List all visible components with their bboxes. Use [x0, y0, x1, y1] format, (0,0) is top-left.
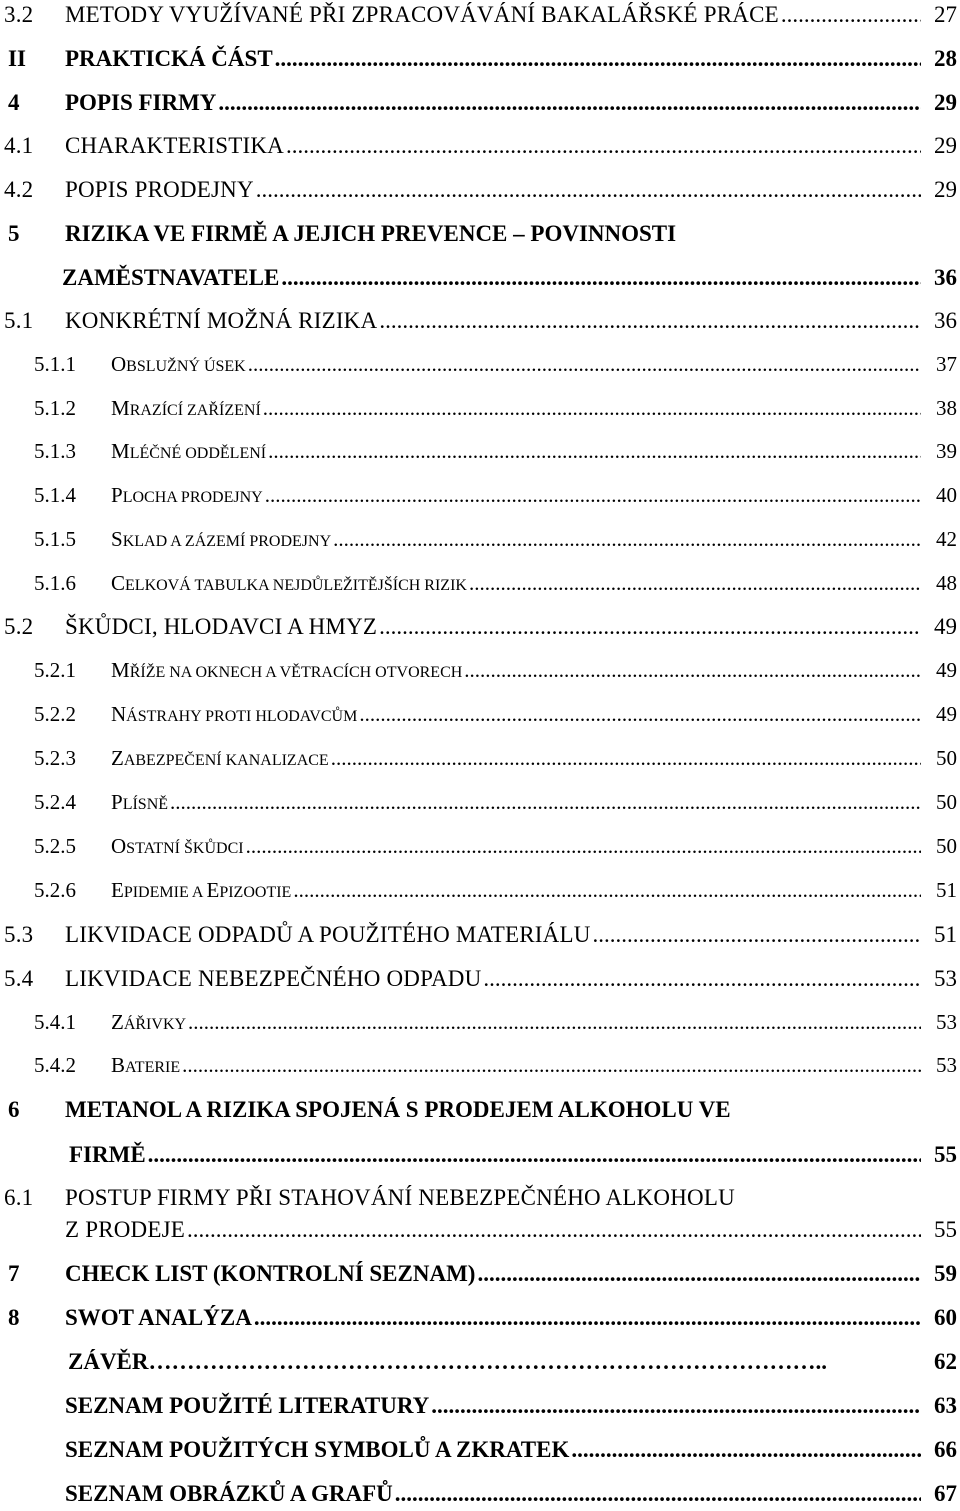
toc-leader-dots — [431, 1393, 921, 1419]
toc-entry-number: II — [8, 46, 26, 71]
toc-entry-title-smallcaps: KLAD A ZÁZEMÍ PRODEJNY — [122, 533, 332, 550]
toc-entry[interactable] — [0, 702, 960, 732]
toc-entry-title: SWOT ANALÝZA — [65, 1305, 252, 1330]
toc-entry-page: 62 — [934, 1349, 957, 1374]
toc-entry-page: 29 — [934, 90, 957, 115]
toc-leader-dots — [256, 177, 921, 203]
toc-entry-title-smallcaps: PIDEMIE A — [123, 884, 207, 901]
toc-entry-title-smallcaps: ATERIE — [125, 1059, 181, 1076]
toc-entry-title-smallcaps: ÁŘIVKY — [123, 1016, 187, 1033]
toc-entry[interactable] — [0, 221, 960, 251]
toc-leader-dots — [246, 834, 921, 859]
toc-entry[interactable] — [0, 1217, 960, 1247]
toc-entry-title: METANOL A RIZIKA SPOJENÁ S PRODEJEM ALKOHOLU VE — [65, 1097, 731, 1122]
toc-leader-dots — [187, 1217, 921, 1243]
toc-entry-title: CHECK LIST (KONTROLNÍ SEZNAM) — [65, 1261, 476, 1286]
toc-leader-dots — [293, 878, 921, 903]
toc-entry-title-initial: O — [111, 834, 127, 858]
toc-entry-title: ZÁVĚR…………………………………………………………………………….. — [68, 1349, 828, 1374]
toc-entry-title — [111, 658, 462, 683]
toc-entry-title-initial: E — [111, 878, 124, 902]
toc-entry-number: 5.4 — [4, 966, 34, 991]
toc-entry-page: 51 — [936, 878, 957, 902]
toc-entry-page: 39 — [936, 439, 957, 463]
toc-entry-title-smallcaps: ÁSTRAHY PROTI HLODAVCŮM — [126, 708, 358, 725]
toc-entry-title-initial: B — [111, 1053, 126, 1077]
toc-entry-title: KONKRÉTNÍ MOŽNÁ RIZIKA — [65, 308, 378, 333]
toc-entry-number: 4.2 — [4, 177, 34, 202]
toc-entry-number: 5.1.2 — [34, 396, 76, 420]
toc-leader-dots — [281, 265, 921, 291]
toc-entry[interactable] — [0, 2, 960, 32]
toc-entry-title: ZAMĚSTNAVATELE — [62, 265, 280, 290]
toc-entry-number: 5 — [8, 221, 20, 246]
toc-entry-title-initial: M — [111, 658, 130, 682]
toc-entry-number: 5.2 — [4, 614, 34, 639]
toc-entry-number: 5.1 — [4, 308, 34, 333]
toc-entry-page: 49 — [936, 658, 957, 682]
toc-leader-dots — [275, 46, 921, 72]
toc-entry-title-smallcaps: LÍSNĚ — [122, 796, 169, 813]
toc-leader-dots — [265, 483, 921, 508]
toc-entry-title: METODY VYUŽÍVANÉ PŘI ZPRACOVÁVÁNÍ BAKALÁŘSKÉ PRÁCE — [65, 2, 779, 27]
toc-leader-dots — [170, 790, 921, 815]
toc-entry-title — [111, 1053, 180, 1078]
toc-entry-page: 29 — [934, 133, 957, 158]
toc-entry-page: 50 — [936, 834, 957, 858]
toc-entry[interactable] — [0, 966, 960, 996]
toc-entry[interactable] — [0, 790, 960, 820]
toc-entry-title: POPIS PRODEJNY — [65, 177, 254, 202]
toc-entry-number: 8 — [8, 1305, 20, 1330]
toc-entry-page: 42 — [936, 527, 957, 551]
toc-leader-dots — [268, 439, 921, 464]
toc-leader-dots — [477, 1261, 921, 1287]
toc-entry[interactable] — [0, 483, 960, 513]
toc-entry-title-initial: S — [111, 527, 123, 551]
toc-entry-title — [111, 790, 168, 815]
toc-entry-number: 5.2.5 — [34, 834, 76, 858]
toc-entry-number: 5.1.1 — [34, 352, 76, 376]
toc-entry[interactable] — [0, 1305, 960, 1335]
toc-entry-page: 55 — [934, 1142, 957, 1167]
toc-entry-title-smallcaps: STATNÍ ŠKŮDCI — [126, 840, 244, 857]
toc-entry-page: 50 — [936, 746, 957, 770]
toc-entry-title — [111, 439, 266, 464]
toc-entry-number: 5.1.5 — [34, 527, 76, 551]
toc-entry-number: 6.1 — [4, 1185, 34, 1210]
toc-entry-title-smallcaps: PIZOOTIE — [219, 884, 292, 901]
toc-entry-number: 4.1 — [4, 133, 34, 158]
toc-entry-title-initial: C — [111, 571, 126, 595]
toc-entry-page: 38 — [936, 396, 957, 420]
toc-entry-title — [111, 571, 467, 596]
toc-entry[interactable] — [0, 1185, 960, 1215]
toc-entry-title: POSTUP FIRMY PŘI STAHOVÁNÍ NEBEZPEČNÉHO ALKOHOLU — [65, 1185, 735, 1210]
toc-leader-dots — [781, 2, 921, 28]
toc-leader-dots — [593, 922, 921, 948]
toc-entry[interactable] — [0, 133, 960, 163]
toc-entry-title-initial: O — [111, 352, 127, 376]
toc-entry-page: 36 — [934, 265, 957, 290]
toc-leader-dots — [286, 133, 921, 159]
toc-entry-title — [111, 352, 246, 377]
toc-entry-title: POPIS FIRMY — [65, 90, 217, 115]
toc-entry[interactable] — [0, 1053, 960, 1083]
toc-entry-page: 50 — [936, 790, 957, 814]
toc-entry[interactable] — [0, 177, 960, 207]
toc-entry-title: CHARAKTERISTIKA — [65, 133, 284, 158]
toc-entry-number: 5.1.3 — [34, 439, 76, 463]
toc-entry-page: 36 — [934, 308, 957, 333]
toc-entry-title-initial: P — [111, 790, 123, 814]
toc-entry[interactable] — [0, 834, 960, 864]
toc-entry-page: 53 — [936, 1010, 957, 1034]
toc-entry-page: 40 — [936, 483, 957, 507]
toc-leader-dots — [188, 1010, 921, 1035]
toc-entry-title: SEZNAM POUŽITÉ LITERATURY — [65, 1393, 430, 1418]
toc-entry[interactable] — [0, 1010, 960, 1040]
toc-entry[interactable] — [0, 308, 960, 338]
toc-entry-title: ŠKŮDCI, HLODAVCI A HMYZ — [65, 614, 378, 639]
toc-entry-title — [111, 702, 357, 727]
toc-leader-dots — [469, 571, 921, 596]
toc-entry-number: 5.4.1 — [34, 1010, 76, 1034]
toc-entry-title — [111, 396, 261, 421]
toc-entry-number: 5.1.4 — [34, 483, 76, 507]
toc-leader-dots — [571, 1437, 921, 1463]
toc-leader-dots — [464, 658, 921, 683]
toc-entry[interactable] — [0, 746, 960, 776]
toc-entry-number: 4 — [8, 90, 20, 115]
toc-entry[interactable] — [0, 1437, 960, 1467]
toc-entry-title-smallcaps: ELKOVÁ TABULKA NEJDŮLEŽITĚJŠÍCH RIZIK — [125, 577, 467, 594]
toc-leader-dots — [483, 966, 921, 992]
toc-entry-title — [111, 878, 291, 903]
toc-entry[interactable] — [0, 1393, 960, 1423]
toc-entry[interactable] — [0, 527, 960, 557]
toc-entry-title-initial: M — [111, 439, 130, 463]
toc-entry-title — [111, 527, 331, 552]
toc-entry[interactable] — [0, 1142, 960, 1172]
toc-entry-title: Z PRODEJE — [65, 1217, 186, 1242]
toc-entry-title — [111, 1010, 186, 1035]
toc-leader-dots — [333, 527, 921, 552]
toc-entry-title: PRAKTICKÁ ČÁST — [65, 46, 273, 71]
toc-entry-title: LIKVIDACE ODPADŮ A POUŽITÉHO MATERIÁLU — [65, 922, 591, 947]
toc-entry[interactable] — [0, 571, 960, 601]
toc-entry-page: 37 — [936, 352, 957, 376]
toc-leader-dots — [218, 90, 921, 116]
toc-entry[interactable] — [0, 439, 960, 469]
toc-entry-number: 5.4.2 — [34, 1053, 76, 1077]
toc-entry-page: 67 — [934, 1481, 957, 1506]
toc-entry[interactable] — [0, 1261, 960, 1291]
toc-entry[interactable] — [0, 396, 960, 426]
toc-entry-number: 5.2.4 — [34, 790, 76, 814]
toc-entry-title-initial: N — [111, 702, 127, 726]
toc-entry-number: 5.2.2 — [34, 702, 76, 726]
toc-entry[interactable] — [0, 352, 960, 382]
toc-entry-title-initial: Z — [111, 746, 124, 770]
toc-entry-number: 5.2.6 — [34, 878, 76, 902]
toc-leader-dots — [379, 614, 921, 640]
toc-entry-page: 63 — [934, 1393, 957, 1418]
toc-entry[interactable] — [0, 265, 960, 295]
toc-entry-number: 5.2.3 — [34, 746, 76, 770]
toc-entry-page: 53 — [936, 1053, 957, 1077]
toc-entry-title: RIZIKA VE FIRMĚ A JEJICH PREVENCE – POVINNOSTI — [65, 221, 677, 246]
toc-entry-title-smallcaps: LOCHA PRODEJNY — [122, 489, 263, 506]
toc-entry-number: 3.2 — [4, 2, 34, 27]
toc-entry-page: 53 — [934, 966, 957, 991]
toc-entry-title — [111, 746, 329, 771]
toc-entry-page: 49 — [936, 702, 957, 726]
toc-entry-page: 59 — [934, 1261, 957, 1286]
toc-entry-title: LIKVIDACE NEBEZPEČNÉHO ODPADU — [65, 966, 482, 991]
toc-entry-page: 48 — [936, 571, 957, 595]
toc-leader-dots — [254, 1305, 921, 1331]
toc-entry-number: 5.2.1 — [34, 658, 76, 682]
toc-entry-title — [111, 834, 244, 859]
toc-entry-page: 66 — [934, 1437, 957, 1462]
toc-entry-page: 28 — [934, 46, 957, 71]
toc-entry[interactable] — [0, 614, 960, 644]
toc-leader-dots — [379, 308, 921, 334]
toc-entry[interactable] — [0, 1349, 960, 1379]
toc-entry-title-smallcaps: ABEZPEČENÍ KANALIZACE — [123, 752, 329, 769]
toc-entry-title-initial: P — [111, 483, 123, 507]
toc-leader-dots — [395, 1481, 921, 1507]
toc-entry-number: 7 — [8, 1261, 20, 1286]
toc-entry-title-initial: M — [111, 396, 130, 420]
toc-entry-title — [111, 483, 263, 508]
toc-entry-title-smallcaps: RAZÍCÍ ZAŘÍZENÍ — [129, 402, 261, 419]
toc-entry-title-initial: Z — [111, 1010, 124, 1034]
toc-leader-dots — [248, 352, 921, 377]
toc-entry[interactable] — [0, 46, 960, 76]
toc-entry[interactable] — [0, 90, 960, 120]
toc-entry-page: 51 — [934, 922, 957, 947]
toc-entry-page: 60 — [934, 1305, 957, 1330]
toc-entry-title: FIRMĚ — [69, 1142, 146, 1167]
toc-entry-page: 49 — [934, 614, 957, 639]
toc-leader-dots — [148, 1142, 921, 1168]
toc-leader-dots — [182, 1053, 921, 1078]
toc-entry[interactable] — [0, 658, 960, 688]
toc-entry-title-initial: E — [206, 878, 220, 902]
toc-entry-title: SEZNAM POUŽITÝCH SYMBOLŮ A ZKRATEK — [65, 1437, 570, 1462]
toc-leader-dots — [331, 746, 921, 771]
toc-entry-title-smallcaps: LÉČNÉ ODDĚLENÍ — [129, 445, 267, 462]
toc-entry-page: 27 — [934, 2, 957, 27]
toc-entry[interactable] — [0, 878, 960, 908]
toc-leader-dots — [359, 702, 921, 727]
toc-entry-number: 5.3 — [4, 922, 34, 947]
toc-leader-dots — [263, 396, 921, 421]
toc-entry[interactable] — [0, 1097, 960, 1127]
toc-entry-title-smallcaps: BSLUŽNÝ ÚSEK — [126, 358, 246, 375]
toc-entry-page: 29 — [934, 177, 957, 202]
toc-entry-number: 6 — [8, 1097, 20, 1122]
toc-entry[interactable] — [0, 922, 960, 952]
toc-entry-title-smallcaps: ŘÍŽE NA OKNECH A VĚTRACÍCH OTVORECH — [129, 664, 463, 681]
toc-entry-page: 55 — [934, 1217, 957, 1242]
toc-entry-title: SEZNAM OBRÁZKŮ A GRAFŮ — [65, 1481, 393, 1506]
toc-entry-number: 5.1.6 — [34, 571, 76, 595]
